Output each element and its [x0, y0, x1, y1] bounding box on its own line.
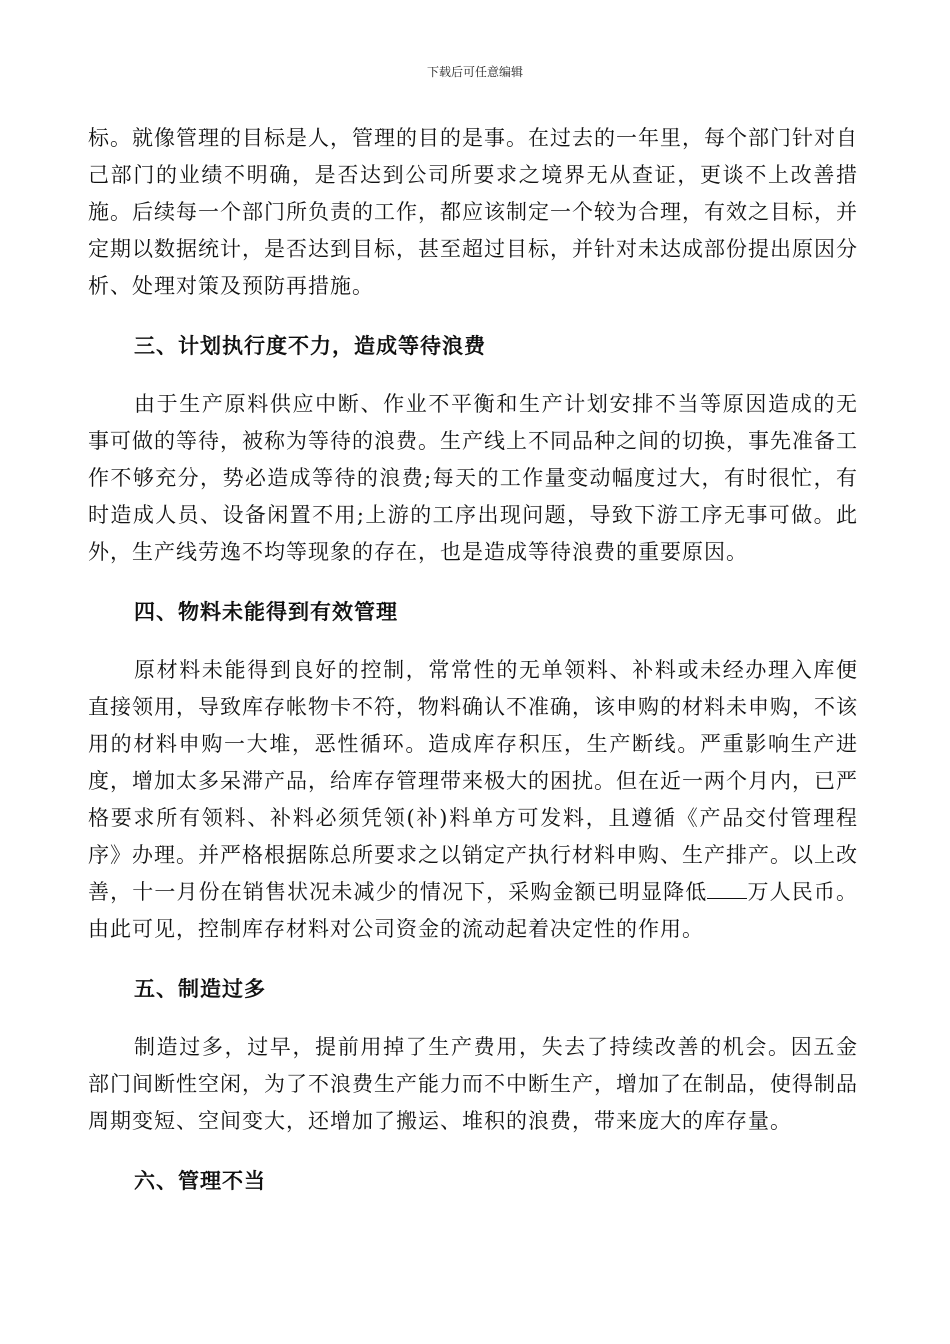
intro-paragraph: 标。就像管理的目标是人，管理的目的是事。在过去的一年里，每个部门针对自己部门的业绩不明确，是否达到公司所要求之境界无从查证，更谈不上改善措施。后续每一个部门所负责的工作，都应该制定一个较为合理，有效之目标，并定期以数据统计，是否达到目标，甚至超过目标，并针对未达成部份提出原因分析、处理对策及预防再措施。 [88, 126, 858, 298]
section-heading-6: 六、管理不当 [134, 1168, 266, 1193]
page-header: 下载后可任意编辑 [426, 65, 523, 79]
section-paragraph-4 [88, 652, 858, 948]
paragraph-4-part-1: 原材料未能得到良好的控制，常常性的无单领料、补料或未经办理入库便直接领用，导致库存帐物卡不符，物料确认不准确，该申购的材料未申购，不该用的材料申购一大堆，恶性循环。造成库存积压，生产断线。严重影响生产进度，增加太多呆滞产品，给库存管理带来极大的困扰。但在近一两个月内，已严格要求所有领料、补料必须凭领(补)料单方可发料，且遵循《产品交付管理程序》办理。并严格根据陈总所要求之以销定产执行材料申购、生产排产。以上改善，十一月份在销售状况未减少的情况下，采购金额已明显降低 [88, 658, 858, 904]
fill-in-blank [707, 880, 747, 899]
section-heading-4: 四、物料未能得到有效管理 [134, 599, 398, 624]
paragraph-4-part-2: 万人民币。由此可见，控制库存材料对公司资金的流动起着决定性的作用。 [88, 880, 859, 941]
section-heading-5: 五、制造过多 [134, 976, 266, 1001]
section-heading-3: 三、计划执行度不力，造成等待浪费 [134, 333, 486, 358]
section-paragraph-3: 由于生产原料供应中断、作业不平衡和生产计划安排不当等原因造成的无事可做的等待，被称为等待的浪费。生产线上不同品种之间的切换，事先准备工作不够充分，势必造成等待的浪费;每天的工作量变动幅度过大，有时很忙，有时造成人员、设备闲置不用;上游的工序出现问题，导致下游工序无事可做。此外，生产线劳逸不均等现象的存在，也是造成等待浪费的重要原因。 [88, 392, 858, 564]
section-paragraph-5: 制造过多，过早，提前用掉了生产费用，失去了持续改善的机会。因五金部门间断性空闲，为了不浪费生产能力而不中断生产，增加了在制品，使得制品周期变短、空间变大，还增加了搬运、堆积的浪费，带来庞大的库存量。 [88, 1035, 858, 1133]
document-body [88, 120, 858, 1199]
